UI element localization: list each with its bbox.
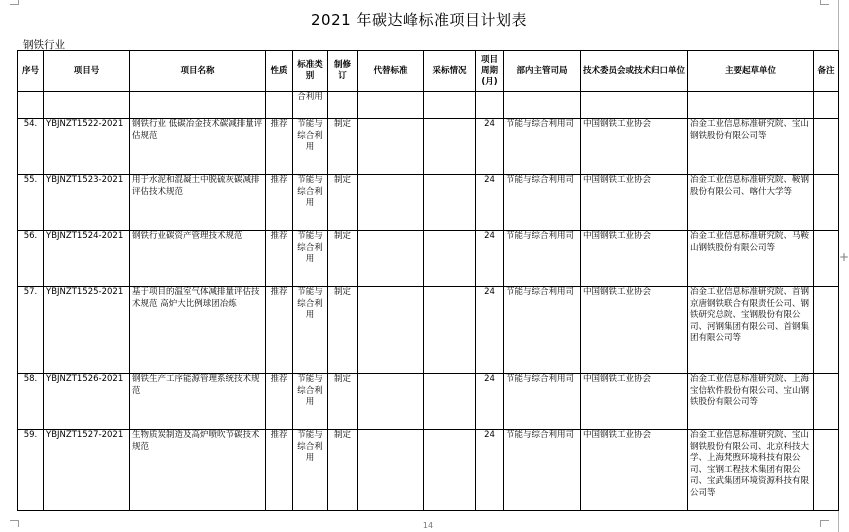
table-row xyxy=(18,119,839,175)
cell-drafter: 冶金工业信息标准研究院、宝山钢铁股份有限公司等 xyxy=(688,119,814,175)
cell-nature xyxy=(266,92,293,119)
header-period: 项目周期(月) xyxy=(476,51,504,92)
cell-adoption xyxy=(424,287,476,374)
table-header-row xyxy=(18,51,839,92)
cell-drafter xyxy=(688,92,814,119)
header-replaced: 代替标准 xyxy=(358,51,424,92)
cell-replaced xyxy=(358,92,424,119)
cell-drafter: 冶金工业信息标准研究院、首钢京唐钢铁联合有限责任公司、钢铁研究总院、宝钢股份有限公司、河钢集团有限公司、首钢集团有限公司等 xyxy=(688,287,814,374)
cell-nature: 推荐 xyxy=(266,374,293,430)
cell-category: 节能与综合利用 xyxy=(293,430,328,511)
cell-project-name: 基于项目的温室气体减排量评估技术规范 高炉大比例球团冶炼 xyxy=(130,287,266,374)
cell-project-no: YBJNZT1526-2021 xyxy=(44,374,130,430)
cell-project-name: 钢铁行业 低碳冶金技术碳减排量评估规范 xyxy=(130,119,266,175)
cell-project-name: 用于水泥和混凝土中脱硫灰碳减排评估技术规范 xyxy=(130,175,266,231)
cell-project-no xyxy=(44,92,130,119)
cell-project-name: 钢铁行业碳资产管理技术规范 xyxy=(130,231,266,287)
cell-revision: 制定 xyxy=(328,175,358,231)
cell-dept xyxy=(504,92,581,119)
cell-adoption xyxy=(424,430,476,511)
cell-period: 24 xyxy=(476,430,504,511)
cell-revision: 制定 xyxy=(328,119,358,175)
cell-adoption xyxy=(424,374,476,430)
header-project-no: 项目号 xyxy=(44,51,130,92)
cell-seq: 54. xyxy=(18,119,44,175)
table-row xyxy=(18,430,839,511)
cell-drafter: 冶金工业信息标准研究院、宝山钢铁股份有限公司、北京科技大学、上海梵煦环境科技有限公司、宝钢工程技术集团有限公司、宝武集团环境资源科技有限公司等 xyxy=(688,430,814,511)
cell-category: 节能与综合利用 xyxy=(293,119,328,175)
cell-revision: 制定 xyxy=(328,287,358,374)
expand-plus-icon[interactable]: + xyxy=(839,250,849,264)
cell-category: 节能与综合利用 xyxy=(293,175,328,231)
cell-nature: 推荐 xyxy=(266,175,293,231)
cell-project-no: YBJNZT1524-2021 xyxy=(44,231,130,287)
cell-period: 24 xyxy=(476,287,504,374)
header-project-name: 项目名称 xyxy=(130,51,266,92)
cell-seq: 59. xyxy=(18,430,44,511)
cell-replaced xyxy=(358,374,424,430)
header-adoption: 采标情况 xyxy=(424,51,476,92)
cell-replaced xyxy=(358,231,424,287)
cell-revision xyxy=(328,92,358,119)
cell-category: 节能与综合利用 xyxy=(293,231,328,287)
table-row xyxy=(18,175,839,231)
cell-project-no: YBJNZT1525-2021 xyxy=(44,287,130,374)
cell-period xyxy=(476,92,504,119)
cell-committee: 中国钢铁工业协会 xyxy=(581,119,688,175)
cell-adoption xyxy=(424,231,476,287)
table-row xyxy=(18,287,839,374)
cell-committee xyxy=(581,92,688,119)
cell-committee: 中国钢铁工业协会 xyxy=(581,374,688,430)
cell-project-name: 生物质炭制造及高炉喷吹节碳技术规范 xyxy=(130,430,266,511)
cell-drafter: 冶金工业信息标准研究院、鞍钢股份有限公司、喀什大学等 xyxy=(688,175,814,231)
header-remark: 备注 xyxy=(814,51,839,92)
cell-dept: 节能与综合利用司 xyxy=(504,231,581,287)
cell-committee: 中国钢铁工业协会 xyxy=(581,175,688,231)
cell-seq: 55. xyxy=(18,175,44,231)
header-dept: 部内主管司局 xyxy=(504,51,581,92)
cell-adoption xyxy=(424,119,476,175)
cell-dept: 节能与综合利用司 xyxy=(504,374,581,430)
project-plan-table xyxy=(17,50,839,511)
cell-seq: 56. xyxy=(18,231,44,287)
crop-mark-top-left xyxy=(10,0,19,5)
cell-nature: 推荐 xyxy=(266,287,293,374)
cell-revision: 制定 xyxy=(328,374,358,430)
cell-adoption xyxy=(424,175,476,231)
cell-remark xyxy=(814,231,839,287)
cell-dept: 节能与综合利用司 xyxy=(504,430,581,511)
cell-committee: 中国钢铁工业协会 xyxy=(581,231,688,287)
cell-nature: 推荐 xyxy=(266,231,293,287)
header-category: 标准类别 xyxy=(293,51,328,92)
cell-replaced xyxy=(358,287,424,374)
table-row-continuation xyxy=(18,92,839,119)
cell-period: 24 xyxy=(476,374,504,430)
cell-category: 节能与综合利用 xyxy=(293,287,328,374)
cell-dept: 节能与综合利用司 xyxy=(504,119,581,175)
cell-adoption xyxy=(424,92,476,119)
cell-revision: 制定 xyxy=(328,430,358,511)
section-label: 钢铁行业 xyxy=(23,39,65,51)
cell-dept: 节能与综合利用司 xyxy=(504,175,581,231)
cell-dept: 节能与综合利用司 xyxy=(504,287,581,374)
cell-project-name: 钢铁生产工序能源管理系统技术规范 xyxy=(130,374,266,430)
page-number: 14 xyxy=(422,521,434,530)
header-committee: 技术委员会或技术归口单位 xyxy=(581,51,688,92)
header-seq: 序号 xyxy=(18,51,44,92)
cell-committee: 中国钢铁工业协会 xyxy=(581,287,688,374)
cell-period: 24 xyxy=(476,119,504,175)
header-drafter: 主要起草单位 xyxy=(688,51,814,92)
cell-remark xyxy=(814,430,839,511)
cell-replaced xyxy=(358,430,424,511)
table-row xyxy=(18,231,839,287)
header-nature: 性质 xyxy=(266,51,293,92)
crop-mark-top-right xyxy=(820,0,829,5)
table-row xyxy=(18,374,839,430)
cell-period: 24 xyxy=(476,175,504,231)
cell-remark xyxy=(814,92,839,119)
cell-seq: 58. xyxy=(18,374,44,430)
cell-remark xyxy=(814,287,839,374)
cell-replaced xyxy=(358,175,424,231)
cell-project-no: YBJNZT1523-2021 xyxy=(44,175,130,231)
cell-category: 节能与综合利用 xyxy=(293,374,328,430)
cell-category: 合利用 xyxy=(293,92,328,119)
cell-project-name xyxy=(130,92,266,119)
cell-project-no: YBJNZT1522-2021 xyxy=(44,119,130,175)
cell-remark xyxy=(814,119,839,175)
cell-remark xyxy=(814,374,839,430)
cell-nature: 推荐 xyxy=(266,430,293,511)
cell-nature: 推荐 xyxy=(266,119,293,175)
cell-drafter: 冶金工业信息标准研究院、马鞍山钢铁股份有限公司等 xyxy=(688,231,814,287)
cell-project-no: YBJNZT1527-2021 xyxy=(44,430,130,511)
cell-drafter: 冶金工业信息标准研究院、上海宝信软件股份有限公司、宝山钢铁股份有限公司等 xyxy=(688,374,814,430)
cell-seq: 57. xyxy=(18,287,44,374)
cell-seq xyxy=(18,92,44,119)
cell-committee: 中国钢铁工业协会 xyxy=(581,430,688,511)
cell-period: 24 xyxy=(476,231,504,287)
cell-replaced xyxy=(358,119,424,175)
cell-revision: 制定 xyxy=(328,231,358,287)
document-title: 2021 年碳达峰标准项目计划表 xyxy=(311,11,527,29)
header-revision: 制修订 xyxy=(328,51,358,92)
cell-remark xyxy=(814,175,839,231)
